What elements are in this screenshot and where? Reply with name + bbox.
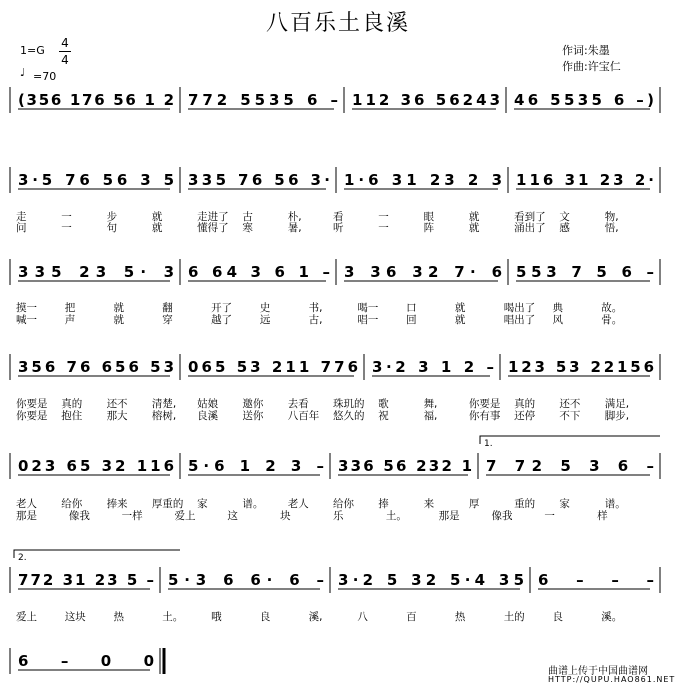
lyric-syllable: 走 bbox=[16, 211, 27, 223]
lyric-syllable: 声 bbox=[64, 314, 76, 326]
lyric-syllable: 一 bbox=[544, 510, 555, 522]
system-7 bbox=[10, 648, 164, 674]
measure: 5·3 6 6· 6 – bbox=[168, 571, 324, 589]
lyric-syllable: 土的 bbox=[503, 611, 525, 623]
lyric-syllable: 开了 bbox=[211, 302, 233, 314]
lyric-syllable: 老人 bbox=[287, 498, 309, 510]
lyric-syllable: 悟, bbox=[604, 222, 619, 234]
measure: 6 64 3 6 1 – bbox=[188, 263, 330, 281]
lyric-syllable: 走进了 bbox=[197, 211, 229, 223]
volta-label: 2. bbox=[18, 553, 27, 563]
lyric-syllable: 看 bbox=[333, 211, 344, 223]
system-3 bbox=[10, 259, 660, 326]
composer-credit: 作曲:许宝仁 bbox=[562, 60, 621, 73]
lyric-syllable: 清楚, bbox=[151, 398, 177, 410]
lyric-syllable: 土。 bbox=[162, 611, 184, 623]
tempo-marking: =70 bbox=[33, 70, 57, 83]
lyric-syllable: 骨。 bbox=[601, 314, 623, 326]
volta-bracket bbox=[480, 436, 660, 444]
lyric-syllable: 远 bbox=[259, 314, 271, 326]
lyric-syllable: 块 bbox=[280, 510, 291, 522]
lyric-syllable: 溪。 bbox=[601, 611, 623, 623]
lyric-syllable: 就 bbox=[113, 314, 125, 326]
lyric-syllable: 热 bbox=[113, 611, 125, 623]
measure: 335 76 56 3· bbox=[188, 171, 330, 189]
lyric-syllable: 就 bbox=[151, 211, 163, 223]
measure: 116 31 23 2· bbox=[516, 171, 654, 189]
lyric-syllable: 典 bbox=[552, 302, 563, 314]
lyric-syllable: 乐 bbox=[333, 510, 344, 522]
lyric-syllable: 真的 bbox=[514, 398, 536, 410]
lyric-syllable: 百 bbox=[406, 611, 417, 623]
lyric-syllable: 就 bbox=[454, 302, 466, 314]
lyric-syllable: 暑, bbox=[287, 222, 302, 234]
lyric-syllable: 你有事 bbox=[468, 410, 501, 422]
tempo-note-icon: ♩ bbox=[20, 66, 26, 79]
lyric-syllable: 翻 bbox=[162, 302, 173, 314]
lyric-syllable: 给你 bbox=[333, 498, 354, 510]
lyric-syllable: 故。 bbox=[601, 302, 623, 314]
lyric-syllable: 风 bbox=[552, 314, 563, 326]
lyric-syllable: 样 bbox=[597, 510, 608, 522]
measure: (356 176 56 1 2 bbox=[18, 91, 174, 109]
measure: 5·6 1 2 3 – bbox=[188, 457, 324, 475]
lyric-syllable: 爱上 bbox=[174, 510, 196, 522]
key-signature: 1=G bbox=[20, 44, 45, 57]
lyric-syllable: 你要是 bbox=[468, 398, 501, 410]
lyric-syllable: 像我 bbox=[491, 510, 513, 522]
lyric-syllable: 抱住 bbox=[61, 410, 83, 422]
lyric-syllable: 像我 bbox=[68, 510, 90, 522]
measure: 335 23 5· 3 bbox=[18, 263, 174, 281]
lyric-syllable: 脚步, bbox=[604, 410, 630, 422]
lyric-syllable: 书, bbox=[308, 302, 323, 314]
system-2 bbox=[10, 167, 660, 234]
lyric-syllable: 哦 bbox=[211, 611, 222, 623]
measure: 1·6 31 23 2 3 bbox=[344, 171, 502, 189]
lyric-syllable: 祝 bbox=[378, 410, 389, 422]
lyric-syllable: 史 bbox=[259, 302, 271, 314]
lyric-syllable: 还不 bbox=[106, 398, 128, 410]
lyric-syllable: 一 bbox=[61, 211, 72, 223]
lyric-syllable: 八百年 bbox=[287, 410, 320, 422]
lyric-syllable: 问 bbox=[16, 222, 27, 234]
lyric-syllable: 家 bbox=[197, 498, 208, 510]
measure: 772 5535 6 – bbox=[188, 91, 338, 109]
lyric-syllable: 捧 bbox=[378, 498, 389, 510]
lyric-syllable: 溪, bbox=[308, 611, 323, 623]
lyric-syllable: 你要是 bbox=[16, 410, 48, 422]
volta-label: 1. bbox=[484, 439, 493, 449]
lyric-syllable: 邀你 bbox=[242, 398, 264, 410]
measure: 065 53 211 776 bbox=[188, 358, 358, 376]
lyric-syllable: 句 bbox=[106, 222, 118, 234]
lyric-syllable: 那是 bbox=[438, 510, 460, 522]
lyric-syllable: 一 bbox=[378, 222, 389, 234]
lyric-syllable: 谱。 bbox=[604, 498, 626, 510]
measure: 356 76 656 53 bbox=[18, 358, 174, 376]
measure: 3·2 5 32 5·4 35 bbox=[338, 571, 524, 589]
measure: 3 36 32 7· 6 bbox=[344, 263, 502, 281]
lyric-syllable: 涌出了 bbox=[514, 222, 546, 234]
lyric-syllable: 去看 bbox=[287, 398, 309, 410]
lyric-syllable: 就 bbox=[468, 211, 480, 223]
lyric-syllable: 喝出了 bbox=[503, 302, 536, 314]
lyricist-credit: 作词:朱墨 bbox=[562, 44, 610, 57]
lyric-syllable: 眼 bbox=[423, 211, 435, 223]
lyric-syllable: 一样 bbox=[121, 510, 143, 522]
lyric-syllable: 歌 bbox=[378, 398, 389, 410]
lyric-syllable: 感 bbox=[559, 222, 570, 234]
lyric-syllable: 听 bbox=[333, 222, 344, 234]
system-5 bbox=[10, 436, 660, 522]
lyric-syllable: 懂得了 bbox=[197, 222, 229, 234]
measure: 6 – – – bbox=[538, 571, 654, 589]
lyric-syllable: 喝一 bbox=[357, 302, 379, 314]
lyric-syllable: 这 bbox=[227, 510, 238, 522]
measure: 7 72 5 3 6 – bbox=[486, 457, 654, 475]
score-title: 八百乐土良溪 bbox=[265, 11, 410, 36]
lyric-syllable: 那是 bbox=[16, 510, 37, 522]
lyric-syllable: 谱。 bbox=[242, 498, 264, 510]
lyric-syllable: 良溪 bbox=[197, 410, 219, 422]
lyric-syllable: 榕树, bbox=[151, 410, 177, 422]
lyric-syllable: 厚 bbox=[468, 498, 480, 510]
lyric-syllable: 喊一 bbox=[16, 314, 37, 326]
lyric-syllable: 古, bbox=[308, 314, 323, 326]
measure: 772 31 23 5 – bbox=[18, 571, 154, 589]
lyric-syllable: 重的 bbox=[514, 498, 536, 510]
lyric-syllable: 唱出了 bbox=[503, 314, 536, 326]
lyric-syllable: 给你 bbox=[61, 498, 83, 510]
lyric-syllable: 唱一 bbox=[357, 314, 379, 326]
lyric-syllable: 朴, bbox=[287, 211, 302, 223]
lyric-syllable: 八 bbox=[357, 611, 368, 623]
lyric-syllable: 文 bbox=[559, 211, 570, 223]
lyric-syllable: 你要是 bbox=[16, 398, 48, 410]
lyric-syllable: 穿 bbox=[162, 314, 173, 326]
lyric-syllable: 土。 bbox=[385, 510, 407, 522]
lyric-syllable: 就 bbox=[454, 314, 466, 326]
lyric-syllable: 福, bbox=[423, 410, 438, 422]
lyric-syllable: 真的 bbox=[61, 398, 83, 410]
system-4 bbox=[10, 354, 660, 422]
lyric-syllable: 热 bbox=[454, 611, 466, 623]
lyric-syllable: 还不 bbox=[559, 398, 581, 410]
lyric-syllable: 满足, bbox=[604, 398, 630, 410]
lyric-syllable: 阵 bbox=[423, 222, 435, 234]
lyric-syllable: 回 bbox=[406, 314, 417, 326]
lyric-syllable: 就 bbox=[113, 302, 125, 314]
lyric-syllable: 就 bbox=[468, 222, 480, 234]
lyric-syllable: 良 bbox=[552, 611, 563, 623]
measure: 6 – 0 0 bbox=[18, 652, 154, 670]
lyric-syllable: 步 bbox=[106, 211, 118, 223]
lyric-syllable: 把 bbox=[64, 302, 76, 314]
lyric-syllable: 越了 bbox=[211, 314, 233, 326]
lyric-syllable: 这块 bbox=[64, 611, 86, 623]
time-signature-bottom: 4 bbox=[61, 53, 69, 67]
lyric-syllable: 家 bbox=[559, 498, 570, 510]
lyric-syllable: 珠玑的 bbox=[333, 398, 365, 410]
lyric-syllable: 还停 bbox=[514, 410, 536, 422]
measure: 553 7 5 6 – bbox=[516, 263, 654, 281]
lyric-syllable: 爱上 bbox=[16, 611, 37, 623]
lyric-syllable: 看到了 bbox=[514, 211, 546, 223]
measure: 46 5535 6 –) bbox=[514, 91, 654, 109]
lyric-syllable: 摸一 bbox=[16, 302, 37, 314]
system-1 bbox=[10, 87, 660, 113]
lyric-syllable: 姑娘 bbox=[197, 398, 219, 410]
lyric-syllable: 古 bbox=[242, 211, 253, 223]
lyric-syllable: 就 bbox=[151, 222, 163, 234]
measure: 336 56 232 1 bbox=[338, 457, 472, 475]
lyric-syllable: 物, bbox=[604, 211, 619, 223]
lyric-syllable: 捧来 bbox=[106, 498, 128, 510]
measure: 3·5 76 56 3 5 bbox=[18, 171, 174, 189]
volta-bracket bbox=[14, 550, 180, 558]
lyric-syllable: 厚重的 bbox=[151, 498, 184, 510]
lyric-syllable: 悠久的 bbox=[333, 410, 365, 422]
lyric-syllable: 一 bbox=[378, 211, 389, 223]
measure: 123 53 22156 bbox=[508, 358, 654, 376]
lyric-syllable: 老人 bbox=[16, 498, 37, 510]
time-signature-top: 4 bbox=[61, 36, 69, 50]
system-6 bbox=[10, 550, 660, 623]
lyric-syllable: 那大 bbox=[106, 410, 128, 422]
measure: 3·2 3 1 2 – bbox=[372, 358, 494, 376]
lyric-syllable: 良 bbox=[259, 611, 271, 623]
lyric-syllable: 寒 bbox=[242, 222, 253, 234]
lyric-syllable: 送你 bbox=[242, 410, 264, 422]
lyric-syllable: 舞, bbox=[423, 398, 438, 410]
measure: 112 36 56243 bbox=[352, 91, 500, 109]
lyric-syllable: 来 bbox=[423, 498, 435, 510]
source-url: HTTP://QUPU.HAO861.NET bbox=[548, 675, 676, 684]
lyric-syllable: 一 bbox=[61, 222, 72, 234]
source-credit: 曲谱上传于中国曲谱网 bbox=[548, 666, 648, 677]
lyric-syllable: 不下 bbox=[559, 410, 581, 422]
lyric-syllable: 口 bbox=[406, 302, 417, 314]
measure: 023 65 32 116 bbox=[18, 457, 174, 475]
